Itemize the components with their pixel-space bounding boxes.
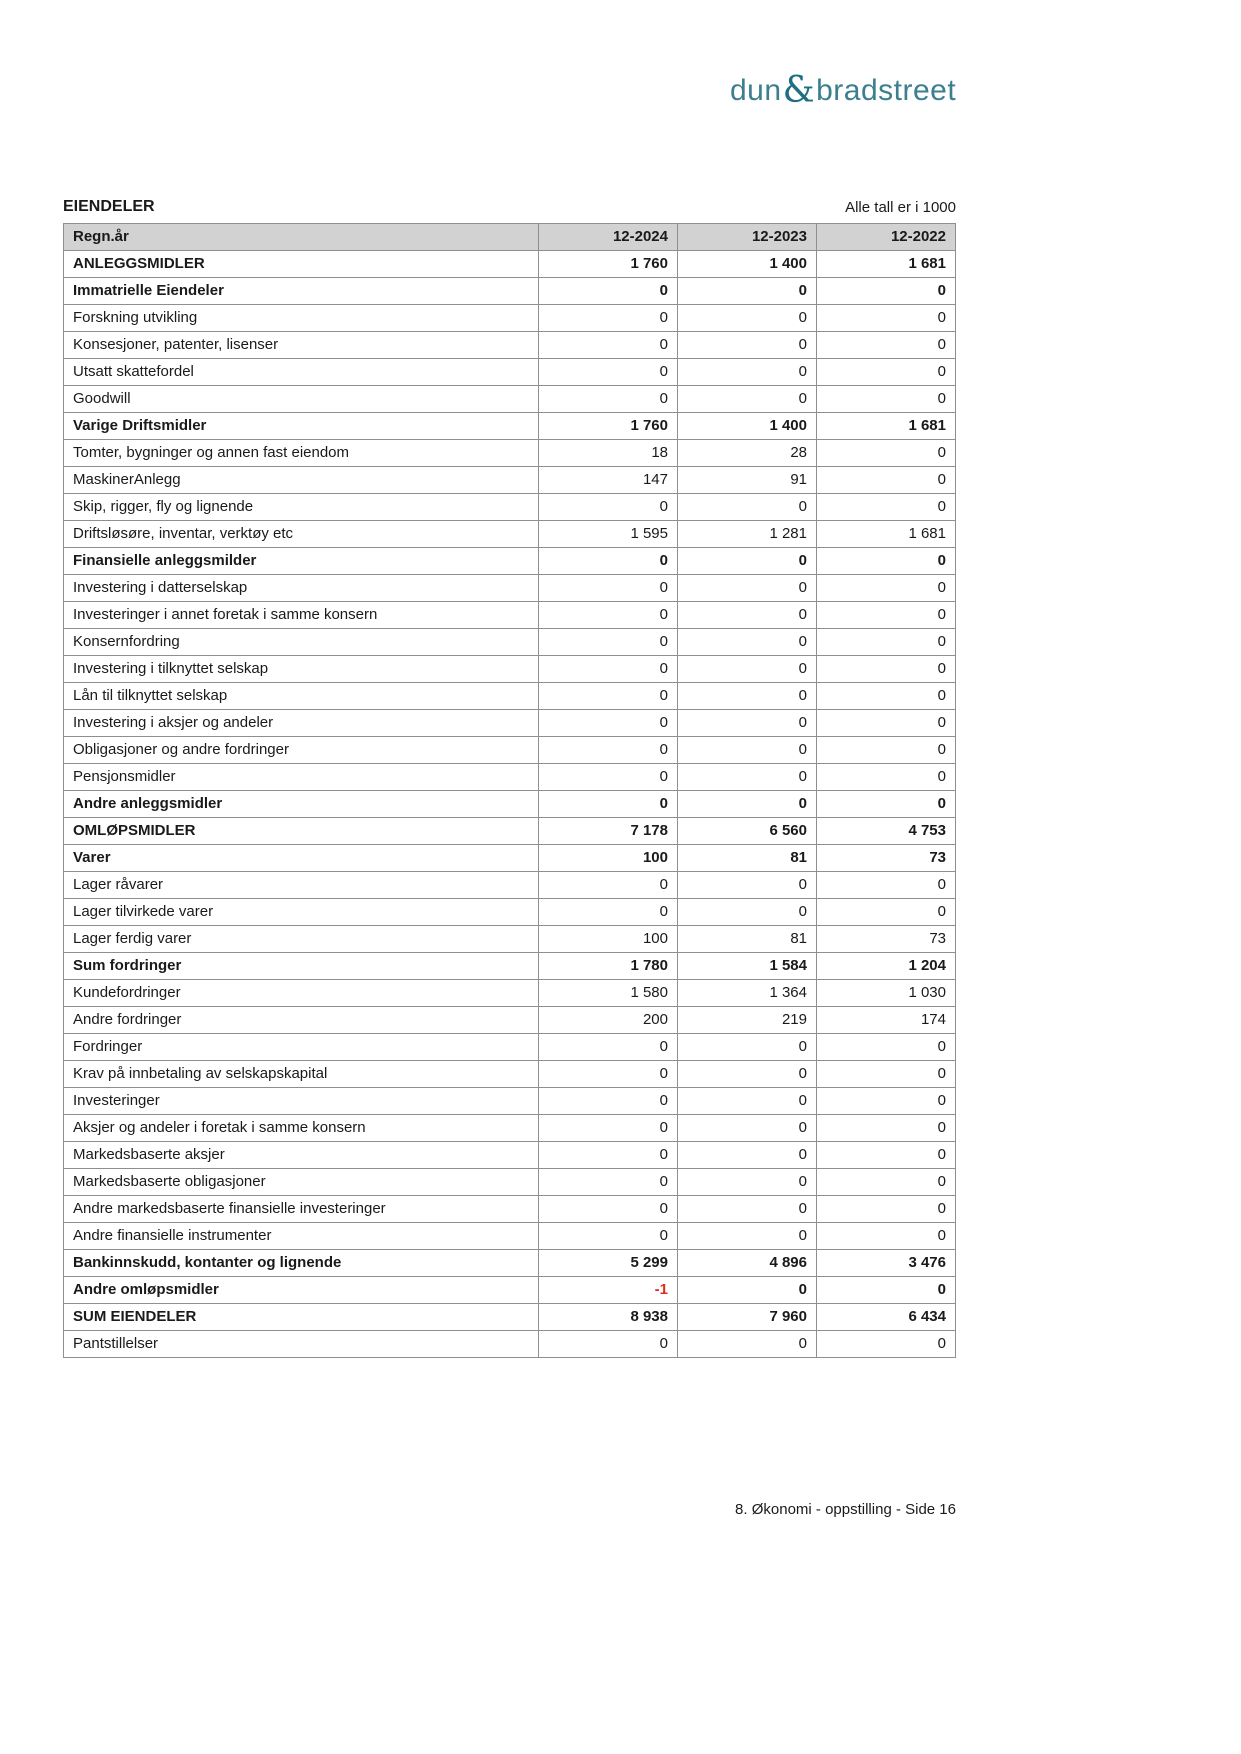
section-title: EIENDELER — [63, 198, 155, 215]
dun-bradstreet-logo — [730, 68, 956, 109]
row-value: 0 — [678, 575, 817, 602]
logo-ampersand-icon: & — [782, 70, 816, 111]
table-row — [64, 521, 956, 548]
table-row — [64, 1223, 956, 1250]
logo-word-bradstreet: bradstreet — [816, 74, 957, 107]
row-value: 0 — [817, 494, 956, 521]
row-value: 0 — [539, 1034, 678, 1061]
table-row — [64, 764, 956, 791]
row-value: 1 580 — [539, 980, 678, 1007]
row-value: 0 — [817, 548, 956, 575]
row-value: 0 — [539, 899, 678, 926]
row-label: Kundefordringer — [64, 980, 539, 1007]
report-content — [63, 198, 956, 1358]
row-value: 0 — [678, 656, 817, 683]
row-label: Krav på innbetaling av selskapskapital — [64, 1061, 539, 1088]
row-value: 0 — [539, 656, 678, 683]
row-label: Lager råvarer — [64, 872, 539, 899]
row-value: 0 — [678, 1331, 817, 1358]
row-label: Investering i tilknyttet selskap — [64, 656, 539, 683]
table-row — [64, 818, 956, 845]
row-value: 1 595 — [539, 521, 678, 548]
row-label: Investeringer — [64, 1088, 539, 1115]
row-value: 0 — [678, 386, 817, 413]
row-value: 4 896 — [678, 1250, 817, 1277]
row-label: Investering i aksjer og andeler — [64, 710, 539, 737]
row-value: 0 — [817, 386, 956, 413]
row-value: 0 — [817, 575, 956, 602]
row-value: 0 — [678, 1196, 817, 1223]
row-value: 0 — [539, 278, 678, 305]
table-row — [64, 656, 956, 683]
units-note: Alle tall er i 1000 — [845, 199, 956, 216]
table-row — [64, 872, 956, 899]
row-value: 0 — [539, 1223, 678, 1250]
row-value: 3 476 — [817, 1250, 956, 1277]
row-value: 0 — [817, 1061, 956, 1088]
table-title-row — [63, 198, 956, 216]
row-value: 0 — [678, 899, 817, 926]
table-row — [64, 467, 956, 494]
row-label: Markedsbaserte obligasjoner — [64, 1169, 539, 1196]
row-value: 0 — [539, 1088, 678, 1115]
row-value: 1 400 — [678, 251, 817, 278]
row-value: 0 — [817, 899, 956, 926]
row-value: 6 560 — [678, 818, 817, 845]
row-value: 0 — [539, 629, 678, 656]
row-value: 0 — [539, 683, 678, 710]
row-value: 73 — [817, 926, 956, 953]
row-value: 0 — [678, 1223, 817, 1250]
row-value: 0 — [678, 872, 817, 899]
column-header-regnar: Regn.år — [64, 224, 539, 251]
row-label: ANLEGGSMIDLER — [64, 251, 539, 278]
row-value: 0 — [678, 359, 817, 386]
row-value: 7 178 — [539, 818, 678, 845]
table-row — [64, 1277, 956, 1304]
assets-table — [63, 223, 956, 1358]
table-row — [64, 1142, 956, 1169]
row-value: 1 584 — [678, 953, 817, 980]
row-value: 81 — [678, 845, 817, 872]
table-row — [64, 413, 956, 440]
row-value: 28 — [678, 440, 817, 467]
table-body — [64, 251, 956, 1358]
row-value: 0 — [539, 1061, 678, 1088]
row-value: 1 681 — [817, 251, 956, 278]
table-row — [64, 440, 956, 467]
row-label: Driftsløsøre, inventar, verktøy etc — [64, 521, 539, 548]
row-label: Pensjonsmidler — [64, 764, 539, 791]
row-value: 0 — [817, 1196, 956, 1223]
table-row — [64, 548, 956, 575]
row-value: 0 — [539, 602, 678, 629]
row-value: 6 434 — [817, 1304, 956, 1331]
row-value: 0 — [817, 656, 956, 683]
table-row — [64, 899, 956, 926]
row-label: Andre fordringer — [64, 1007, 539, 1034]
row-value: 1 681 — [817, 521, 956, 548]
row-label: SUM EIENDELER — [64, 1304, 539, 1331]
row-value: 0 — [678, 1088, 817, 1115]
row-value: 0 — [539, 1142, 678, 1169]
row-label: Andre finansielle instrumenter — [64, 1223, 539, 1250]
column-header-12-2023: 12-2023 — [678, 224, 817, 251]
row-value: 8 938 — [539, 1304, 678, 1331]
row-label: Investering i datterselskap — [64, 575, 539, 602]
logo-word-dun: dun — [730, 74, 782, 107]
row-value: 0 — [817, 467, 956, 494]
row-label: Varige Driftsmidler — [64, 413, 539, 440]
row-value: 0 — [678, 602, 817, 629]
table-row — [64, 386, 956, 413]
row-label: Fordringer — [64, 1034, 539, 1061]
table-row — [64, 575, 956, 602]
row-value: 0 — [817, 1223, 956, 1250]
row-label: Goodwill — [64, 386, 539, 413]
row-label: Immatrielle Eiendeler — [64, 278, 539, 305]
row-value: -1 — [539, 1277, 678, 1304]
row-value: 1 681 — [817, 413, 956, 440]
row-value: 0 — [539, 332, 678, 359]
table-row — [64, 1250, 956, 1277]
row-value: 1 204 — [817, 953, 956, 980]
table-row — [64, 629, 956, 656]
row-label: Konsernfordring — [64, 629, 539, 656]
row-label: Skip, rigger, fly og lignende — [64, 494, 539, 521]
row-label: Forskning utvikling — [64, 305, 539, 332]
row-value: 0 — [539, 575, 678, 602]
row-value: 81 — [678, 926, 817, 953]
row-value: 0 — [678, 1169, 817, 1196]
row-label: Aksjer og andeler i foretak i samme konsern — [64, 1115, 539, 1142]
row-value: 0 — [539, 1331, 678, 1358]
row-value: 0 — [539, 1115, 678, 1142]
row-value: 200 — [539, 1007, 678, 1034]
row-label: Andre markedsbaserte finansielle investeringer — [64, 1196, 539, 1223]
table-row — [64, 305, 956, 332]
row-value: 0 — [817, 1142, 956, 1169]
table-row — [64, 1196, 956, 1223]
row-value: 0 — [678, 1115, 817, 1142]
row-value: 0 — [678, 278, 817, 305]
table-row — [64, 1115, 956, 1142]
table-row — [64, 278, 956, 305]
table-row — [64, 494, 956, 521]
row-label: Varer — [64, 845, 539, 872]
table-row — [64, 359, 956, 386]
row-value: 0 — [539, 386, 678, 413]
row-value: 0 — [817, 1169, 956, 1196]
page-footer: 8. Økonomi - oppstilling - Side 16 — [735, 1501, 956, 1518]
row-label: Markedsbaserte aksjer — [64, 1142, 539, 1169]
row-value: 0 — [539, 710, 678, 737]
row-label: Utsatt skattefordel — [64, 359, 539, 386]
row-value: 0 — [678, 710, 817, 737]
row-label: Investeringer i annet foretak i samme konsern — [64, 602, 539, 629]
row-value: 0 — [817, 1034, 956, 1061]
row-value: 0 — [817, 764, 956, 791]
row-value: 0 — [817, 440, 956, 467]
row-value: 91 — [678, 467, 817, 494]
row-value: 1 760 — [539, 413, 678, 440]
row-value: 4 753 — [817, 818, 956, 845]
row-label: Lån til tilknyttet selskap — [64, 683, 539, 710]
row-value: 0 — [539, 764, 678, 791]
table-row — [64, 683, 956, 710]
row-value: 100 — [539, 926, 678, 953]
row-value: 0 — [678, 629, 817, 656]
row-value: 0 — [539, 1169, 678, 1196]
row-value: 73 — [817, 845, 956, 872]
row-value: 0 — [539, 359, 678, 386]
row-value: 0 — [817, 278, 956, 305]
row-value: 0 — [817, 1331, 956, 1358]
row-value: 0 — [678, 1142, 817, 1169]
row-label: Tomter, bygninger og annen fast eiendom — [64, 440, 539, 467]
row-value: 0 — [817, 1277, 956, 1304]
row-value: 0 — [539, 737, 678, 764]
row-label: Finansielle anleggsmilder — [64, 548, 539, 575]
table-row — [64, 980, 956, 1007]
row-value: 0 — [678, 791, 817, 818]
table-row — [64, 953, 956, 980]
row-value: 0 — [539, 1196, 678, 1223]
row-label: Lager tilvirkede varer — [64, 899, 539, 926]
row-value: 0 — [678, 305, 817, 332]
row-value: 0 — [817, 791, 956, 818]
row-value: 5 299 — [539, 1250, 678, 1277]
row-value: 0 — [817, 332, 956, 359]
row-label: MaskinerAnlegg — [64, 467, 539, 494]
row-value: 0 — [678, 737, 817, 764]
row-label: Bankinnskudd, kontanter og lignende — [64, 1250, 539, 1277]
row-label: Andre omløpsmidler — [64, 1277, 539, 1304]
row-value: 0 — [678, 683, 817, 710]
row-value: 0 — [678, 764, 817, 791]
row-value: 174 — [817, 1007, 956, 1034]
row-value: 0 — [817, 683, 956, 710]
row-label: Andre anleggsmidler — [64, 791, 539, 818]
table-row — [64, 710, 956, 737]
row-value: 100 — [539, 845, 678, 872]
table-row — [64, 845, 956, 872]
table-row — [64, 926, 956, 953]
table-row — [64, 1061, 956, 1088]
row-value: 1 030 — [817, 980, 956, 1007]
row-value: 1 281 — [678, 521, 817, 548]
row-value: 0 — [539, 791, 678, 818]
row-label: Konsesjoner, patenter, lisenser — [64, 332, 539, 359]
row-value: 0 — [817, 359, 956, 386]
row-value: 18 — [539, 440, 678, 467]
table-row — [64, 332, 956, 359]
row-value: 0 — [678, 494, 817, 521]
table-row — [64, 602, 956, 629]
row-value: 0 — [817, 737, 956, 764]
row-value: 1 780 — [539, 953, 678, 980]
row-value: 0 — [678, 1061, 817, 1088]
row-value: 0 — [817, 1088, 956, 1115]
row-value: 0 — [817, 872, 956, 899]
row-value: 147 — [539, 467, 678, 494]
row-value: 1 364 — [678, 980, 817, 1007]
row-label: Lager ferdig varer — [64, 926, 539, 953]
table-row — [64, 791, 956, 818]
row-value: 0 — [539, 305, 678, 332]
row-value: 0 — [539, 494, 678, 521]
table-row — [64, 1331, 956, 1358]
column-header-12-2024: 12-2024 — [539, 224, 678, 251]
row-value: 0 — [678, 332, 817, 359]
row-value: 219 — [678, 1007, 817, 1034]
row-label: Pantstillelser — [64, 1331, 539, 1358]
row-value: 0 — [678, 1277, 817, 1304]
row-label: Sum fordringer — [64, 953, 539, 980]
row-value: 0 — [817, 305, 956, 332]
row-value: 0 — [817, 710, 956, 737]
row-value: 7 960 — [678, 1304, 817, 1331]
row-value: 1 760 — [539, 251, 678, 278]
row-value: 1 400 — [678, 413, 817, 440]
row-value: 0 — [817, 1115, 956, 1142]
row-label: Obligasjoner og andre fordringer — [64, 737, 539, 764]
table-row — [64, 1034, 956, 1061]
table-row — [64, 1304, 956, 1331]
row-value: 0 — [678, 1034, 817, 1061]
table-row — [64, 1169, 956, 1196]
row-value: 0 — [539, 872, 678, 899]
row-value: 0 — [817, 602, 956, 629]
table-row — [64, 251, 956, 278]
table-row — [64, 1088, 956, 1115]
table-header-row — [64, 224, 956, 251]
column-header-12-2022: 12-2022 — [817, 224, 956, 251]
row-value: 0 — [817, 629, 956, 656]
row-value: 0 — [539, 548, 678, 575]
row-value: 0 — [678, 548, 817, 575]
table-row — [64, 1007, 956, 1034]
row-label: OMLØPSMIDLER — [64, 818, 539, 845]
table-row — [64, 737, 956, 764]
